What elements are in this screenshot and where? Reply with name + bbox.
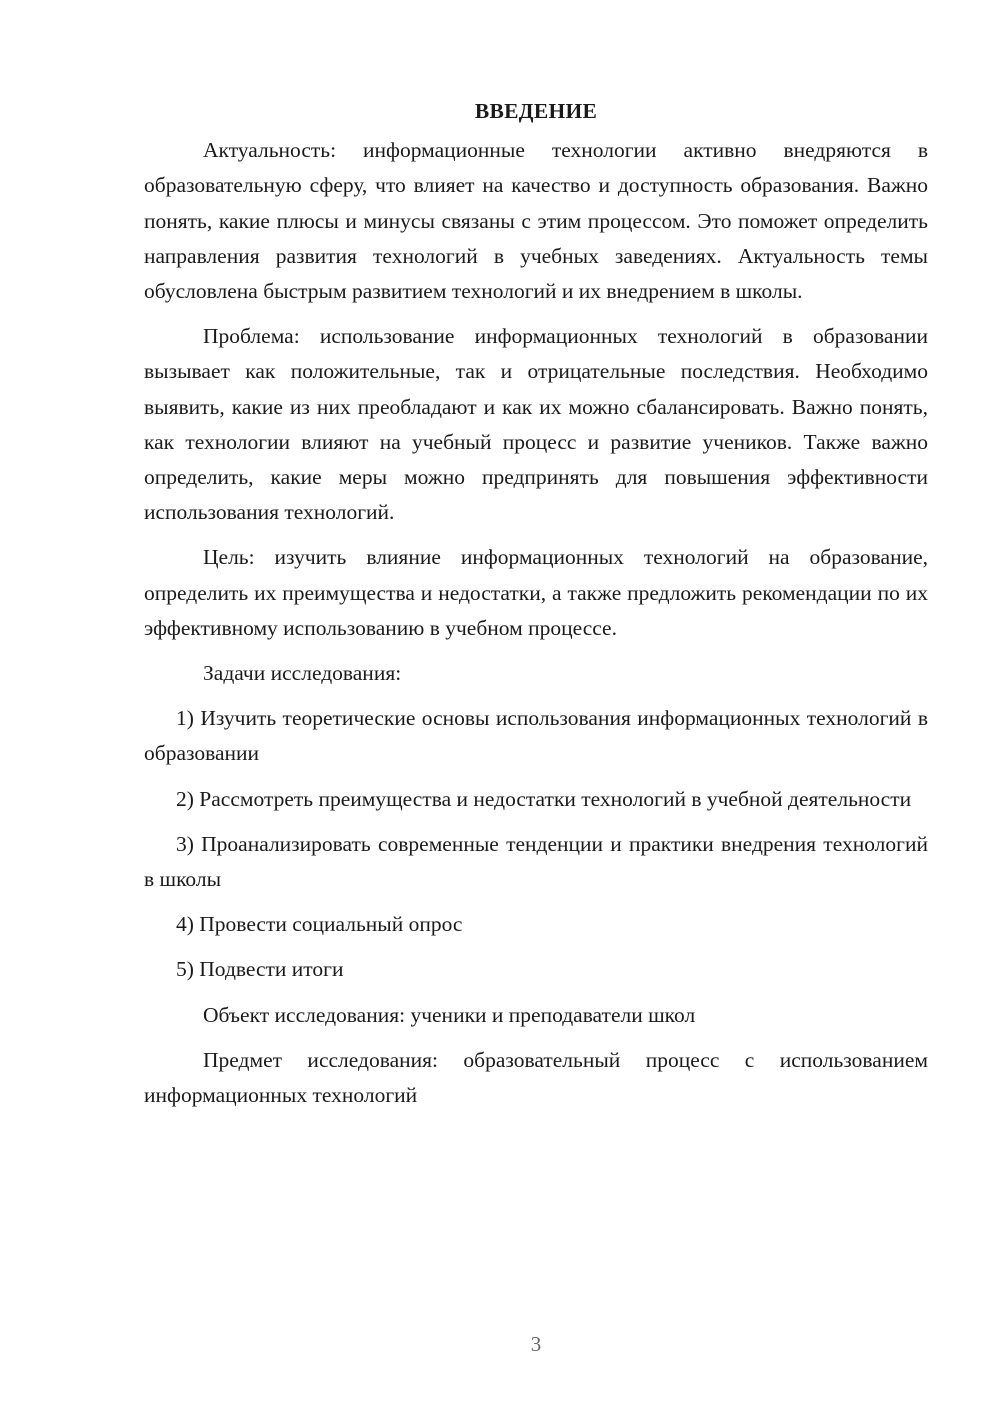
problem-paragraph: Проблема: использование информационных технологий в образовании вызывает как положительные, так и отрицательные последствия. Необходимо выявить, какие из них преобладают и как их можно сбалансировать. Важно понять, как технологии влияют на учебный процесс и развитие учеников. Также важно определить, какие меры можно предпринять для повышения эффективности использования технологий.	[144, 324, 928, 525]
page-number: 3	[530, 1332, 542, 1356]
object-paragraph: Объект исследования: ученики и преподаватели школ	[203, 1002, 696, 1027]
relevance-paragraph: Актуальность: информационные технологии активно внедряются в образовательную сферу, что влияет на качество и доступность образования. Важно понять, какие плюсы и минусы связаны с этим процессом. Это поможет определить направления развития технологий в учебных заведениях. Актуальность темы обусловлена быстрым развитием технологий и их внедрением в школы.	[144, 138, 928, 304]
page-title: ВВЕДЕНИЕ	[474, 99, 598, 123]
list-item: 3) Проанализировать современные тенденции и практики внедрения технологий в школы	[144, 831, 928, 892]
subject-paragraph: Предмет исследования: образовательный процесс с использованием информационных технологий	[144, 1047, 928, 1108]
goal-paragraph: Цель: изучить влияние информационных технологий на образование, определить их преимущества и недостатки, а также предложить рекомендации по их эффективному использованию в учебном процессе.	[144, 545, 928, 640]
tasks-heading: Задачи исследования:	[203, 661, 402, 686]
list-item: 4) Провести социальный опрос	[176, 912, 463, 937]
list-item: 2) Рассмотреть преимущества и недостатки технологий в учебной деятельности	[176, 786, 912, 811]
document-page	[144, 94, 928, 1123]
list-item: 1) Изучить теоретические основы использования информационных технологий в образовании	[144, 706, 928, 766]
list-item: 5) Подвести итоги	[176, 957, 344, 982]
tasks-list	[144, 701, 928, 987]
